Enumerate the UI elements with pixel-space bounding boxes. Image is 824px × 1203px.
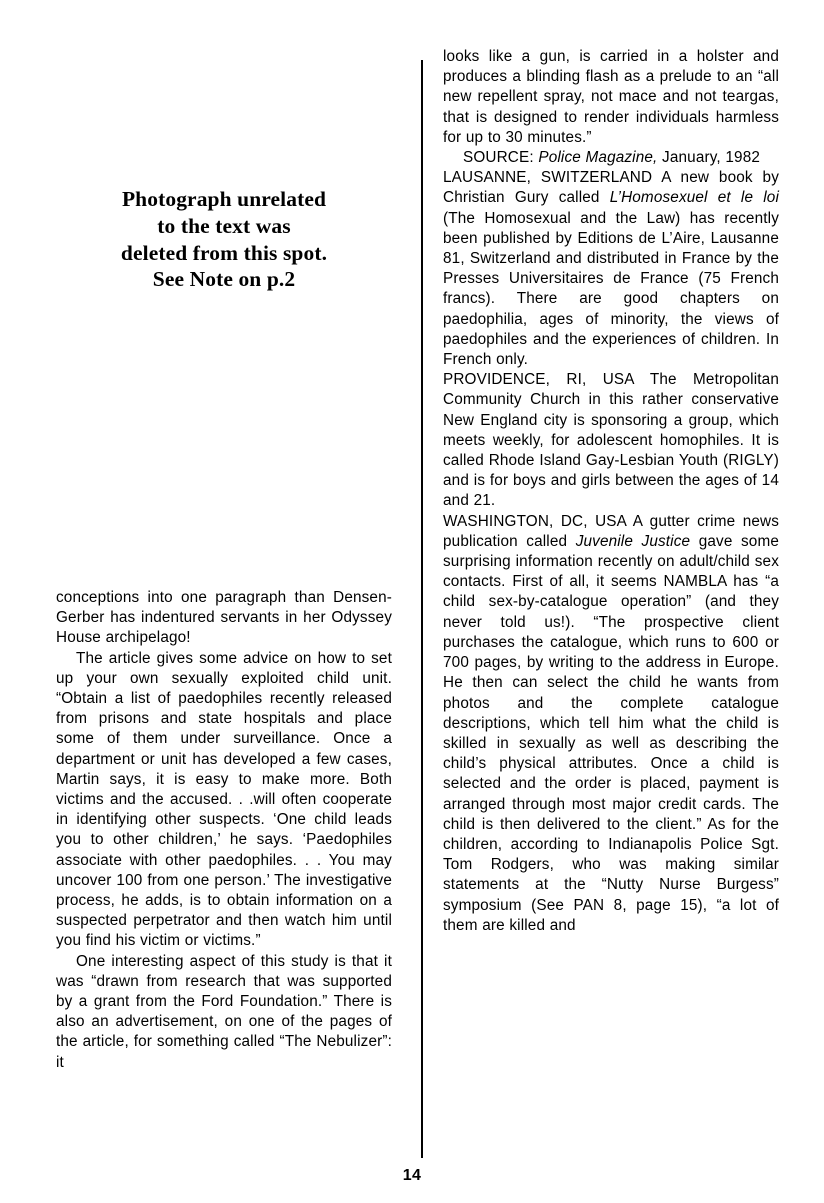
source-label: SOURCE: bbox=[463, 149, 534, 167]
right-text-column bbox=[443, 47, 779, 1157]
deleted-photo-notice bbox=[56, 186, 392, 293]
notice-line-1: Photograph unrelated bbox=[121, 187, 327, 211]
lausanne-book-title: L’Homosexuel et le loi bbox=[609, 189, 780, 207]
notice-line-3: deleted from this spot. bbox=[120, 240, 328, 265]
source-publication-title: Police Magazine, bbox=[538, 149, 658, 167]
paragraph-nebulizer-continuation: looks like a gun, is carried in a holster and produces a blinding flash as a prelude to an “all new repellent spray, not mace and not teargas, that is designed to render individuals harmless for up to 30 minutes.” bbox=[443, 48, 779, 146]
notice-line-4: See Note on p.2 bbox=[152, 267, 296, 292]
washington-text-before: A gutter crime news publication called bbox=[443, 512, 780, 550]
lausanne-text-after: (The Homosexual and the Law) has recently been published by Editions de L’Aire, Lausanne 81, Switzerland and distributed in France by the Presses Universitaires de France (75 French francs). There are good chapters on paedophilia, ages of minority, the views of paedophiles and the experiences of children. In French only. bbox=[443, 209, 779, 369]
washington-text-after: gave some surprising information recently on adult/child sex contacts. First of all, it seems NAMBLA has “a child sex-by-catalogue operation” (and they never told us!). “The prospective client purchases the catalogue, which runs to 600 or 700 pages, by writing to the address in Europe. He then can select the child he wants from photos and the complete catalogue descriptions, which tell him what the child is skilled in sexually as well as describing the child’s physical attributes. Once a child is selected and the order is placed, payment is arranged through most major credit cards. The child is then delivered to the client.” As for the children, according to Indianapolis Police Sgt. Tom Rodgers, who was making similar statements at the “Nutty Nurse Burgess” symposium (See PAN 8, page 15), “a lot of them are killed and bbox=[443, 532, 779, 934]
news-item-washington bbox=[443, 512, 779, 936]
source-credit-line bbox=[443, 148, 779, 168]
dateline-providence: PROVIDENCE, RI, USA bbox=[443, 371, 634, 389]
page-number: 14 bbox=[402, 1167, 422, 1184]
dateline-washington: WASHINGTON, DC, USA bbox=[443, 512, 627, 530]
paragraph-ford-foundation: One interesting aspect of this study is that it was “drawn from research that was supported by a grant from the Ford Foundation.” There is also an advertisement, on one of the pages of the article, for something called “The Nebulizer”: it bbox=[56, 952, 392, 1071]
column-divider-rule bbox=[421, 60, 423, 1158]
washington-publication-title: Juvenile Justice bbox=[575, 532, 691, 550]
source-date: January, 1982 bbox=[657, 149, 761, 167]
lausanne-text-before: A new book by Christian Gury called bbox=[443, 169, 779, 207]
news-item-lausanne bbox=[443, 168, 779, 370]
left-column-photo-gap bbox=[56, 40, 392, 588]
paragraph-article-advice: The article gives some advice on how to set up your own sexually exploited child unit. “Obtain a list of paedophiles recently released from prisons and state hospitals and place some of them under surveillance. Once a department or unit has developed a few cases, Martin says, it is easy to make more. Both victims and the accused. . .will often cooperate in identifying other suspects. ‘One child leads you to other children,’ he says. ‘Paedophiles associate with other paedophiles. . . You may uncover 100 from one person.’ The investigative process, he adds, is to obtain information on a suspected perpetrator and then watch him until you find his victim or victims.” bbox=[56, 649, 392, 950]
dateline-lausanne: LAUSANNE, SWITZERLAND bbox=[443, 169, 653, 187]
notice-line-2: to the text was bbox=[157, 213, 291, 238]
paragraph-continuation: conceptions into one paragraph than Densen-Gerber has indentured servants in her Odyssey House archipelago! bbox=[56, 589, 392, 647]
providence-text: The Metropolitan Community Church in this rather conservative New England city is sponsoring a group, which meets weekly, for adolescent homophiles. It is called Rhode Island Gay-Lesbian Youth (RIGLY) and is for boys and girls between the ages of 14 and 21. bbox=[443, 371, 779, 510]
news-item-providence bbox=[443, 370, 779, 511]
